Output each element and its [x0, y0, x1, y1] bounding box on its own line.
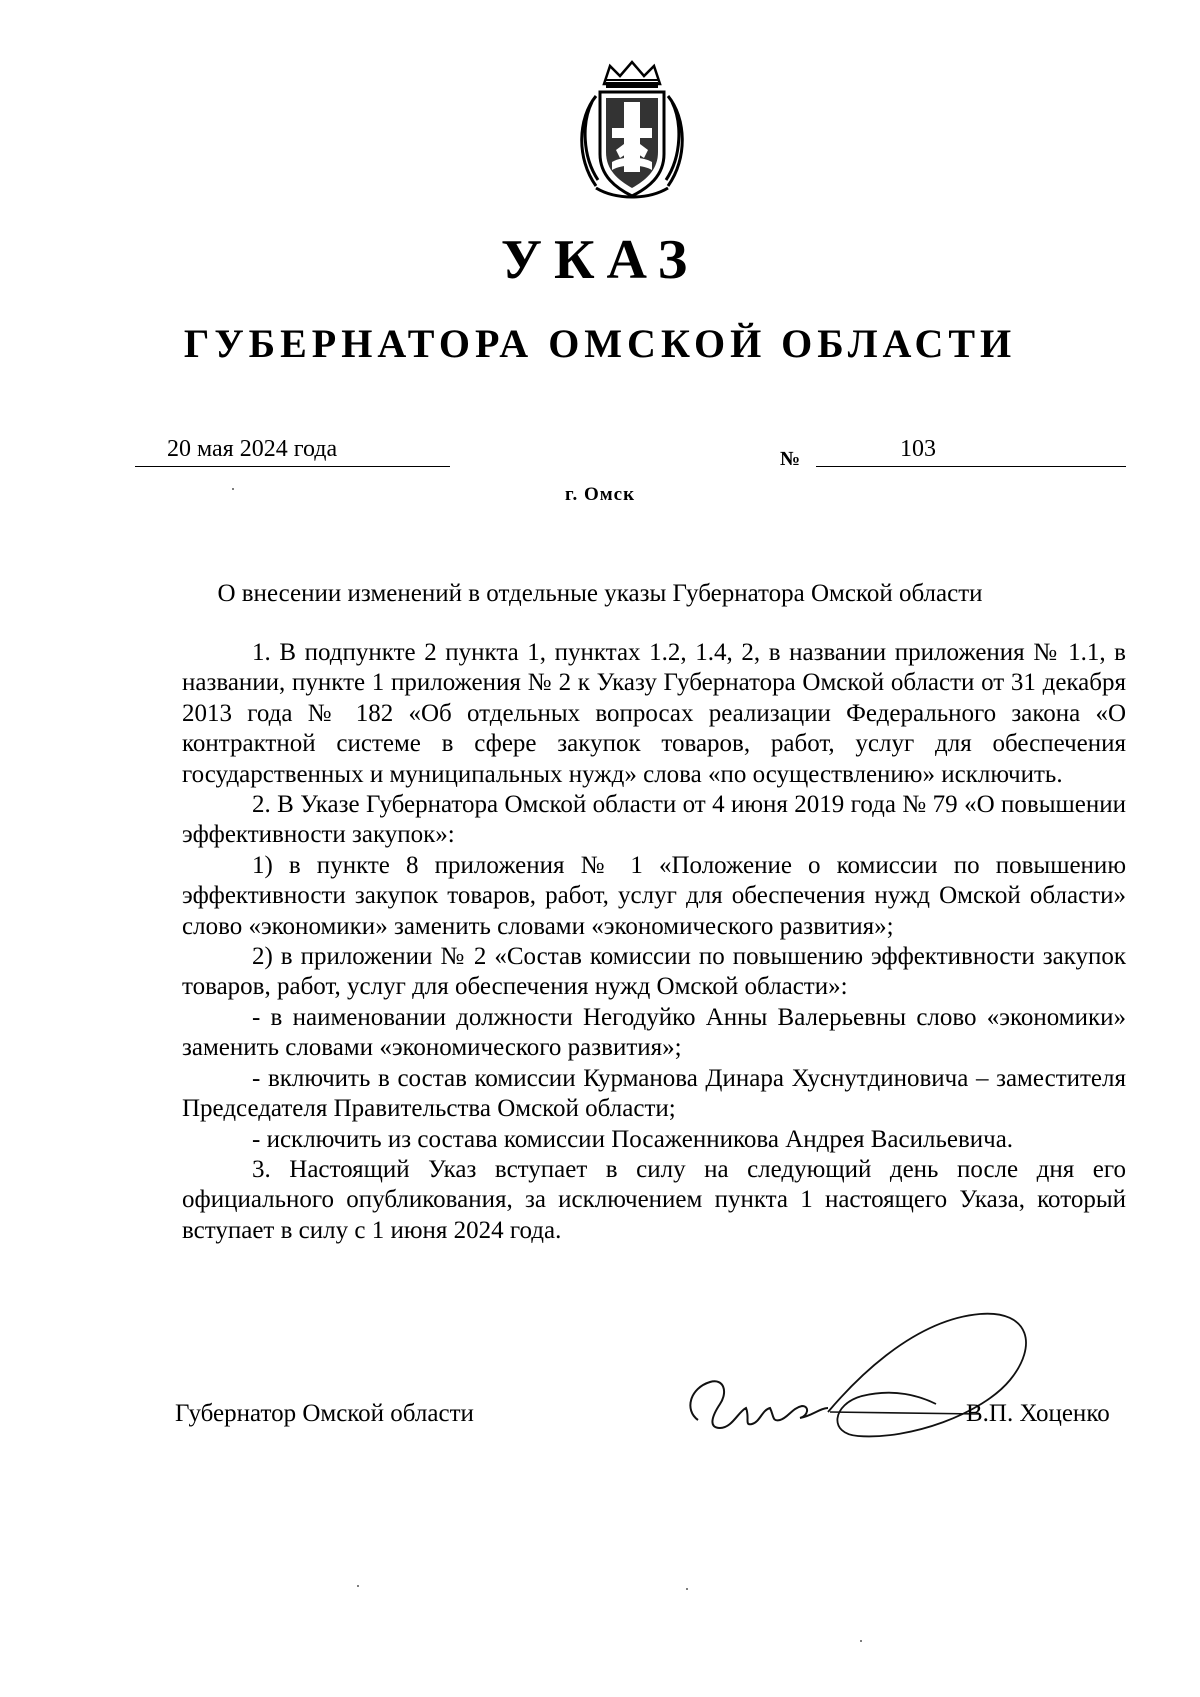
decree-number: 103 — [900, 436, 936, 462]
list-item-dash-3: - исключить из состава комиссии Посаженникова Андрея Васильевича. — [252, 1125, 1014, 1153]
decree-date: 20 мая 2024 года — [167, 436, 338, 462]
scan-speck — [860, 1640, 862, 1642]
paragraph-2: 2. В Указе Губернатора Омской области от 4 июня 2019 года № 79 «О повышении эффективности закупок»: — [182, 791, 1126, 849]
document-subtitle: ГУБЕРНАТОРА ОМСКОЙ ОБЛАСТИ — [183, 321, 1017, 366]
list-item-dash-2: - включить в состав комиссии Курманова Динара Хуснутдиновича – заместителя Председателя Правительства Омской области; — [182, 1064, 1126, 1123]
paragraph-1: 1. В подпункте 2 пункта 1, пунктах 1.2, 1.4, 2, в названии приложения № 1.1, в названии, пункте 1 приложения № 2 к Указу Губернатора Омской области от 31 декабря 2013 года № 182 «Об отдельных вопросах реализации Федерального закона «О контрактной системе в сфере закупок товаров, работ, услуг для обеспечения государственных и муниципальных нужд» слова «по осуществлению» исключить. — [182, 639, 1126, 788]
handwritten-signature — [680, 1300, 1080, 1480]
city-label: г. Омск — [564, 484, 636, 505]
decree-body — [182, 638, 1126, 1246]
paragraph-2-1: 1) в пункте 8 приложения № 1 «Положение о комиссии по повышению эффективности закупок товаров, работ, услуг для обеспечения нужд Омской области» слово «экономики» заменить словами «экономического развития»; — [182, 851, 1126, 940]
scan-speck — [686, 1588, 688, 1590]
scan-speck — [232, 488, 234, 490]
date-field — [135, 432, 450, 467]
signatory-position: Губернатор Омской области — [175, 1400, 474, 1427]
coat-of-arms-emblem — [566, 58, 698, 200]
document-title: УКАЗ — [500, 229, 700, 291]
paragraph-2-2: 2) в приложении № 2 «Состав комиссии по повышению эффективности закупок товаров, работ, услуг для обеспечения нужд Омской области»: — [182, 943, 1126, 1001]
number-field — [816, 432, 1126, 467]
number-label: № — [780, 448, 801, 470]
paragraph-3: 3. Настоящий Указ вступает в силу на следующий день после дня его официального опубликования, за исключением пункта 1 настоящего Указа, который вступает в силу с 1 июня 2024 года. — [182, 1155, 1126, 1244]
signatory-name: В.П. Хоценко — [966, 1400, 1110, 1427]
decree-heading: О внесении изменений в отдельные указы Губернатора Омской области — [217, 580, 983, 607]
scan-speck — [357, 1585, 359, 1587]
list-item-dash-1: - в наименовании должности Негодуйко Анны Валерьевны слово «экономики» заменить словами «экономического развития»; — [182, 1003, 1126, 1062]
